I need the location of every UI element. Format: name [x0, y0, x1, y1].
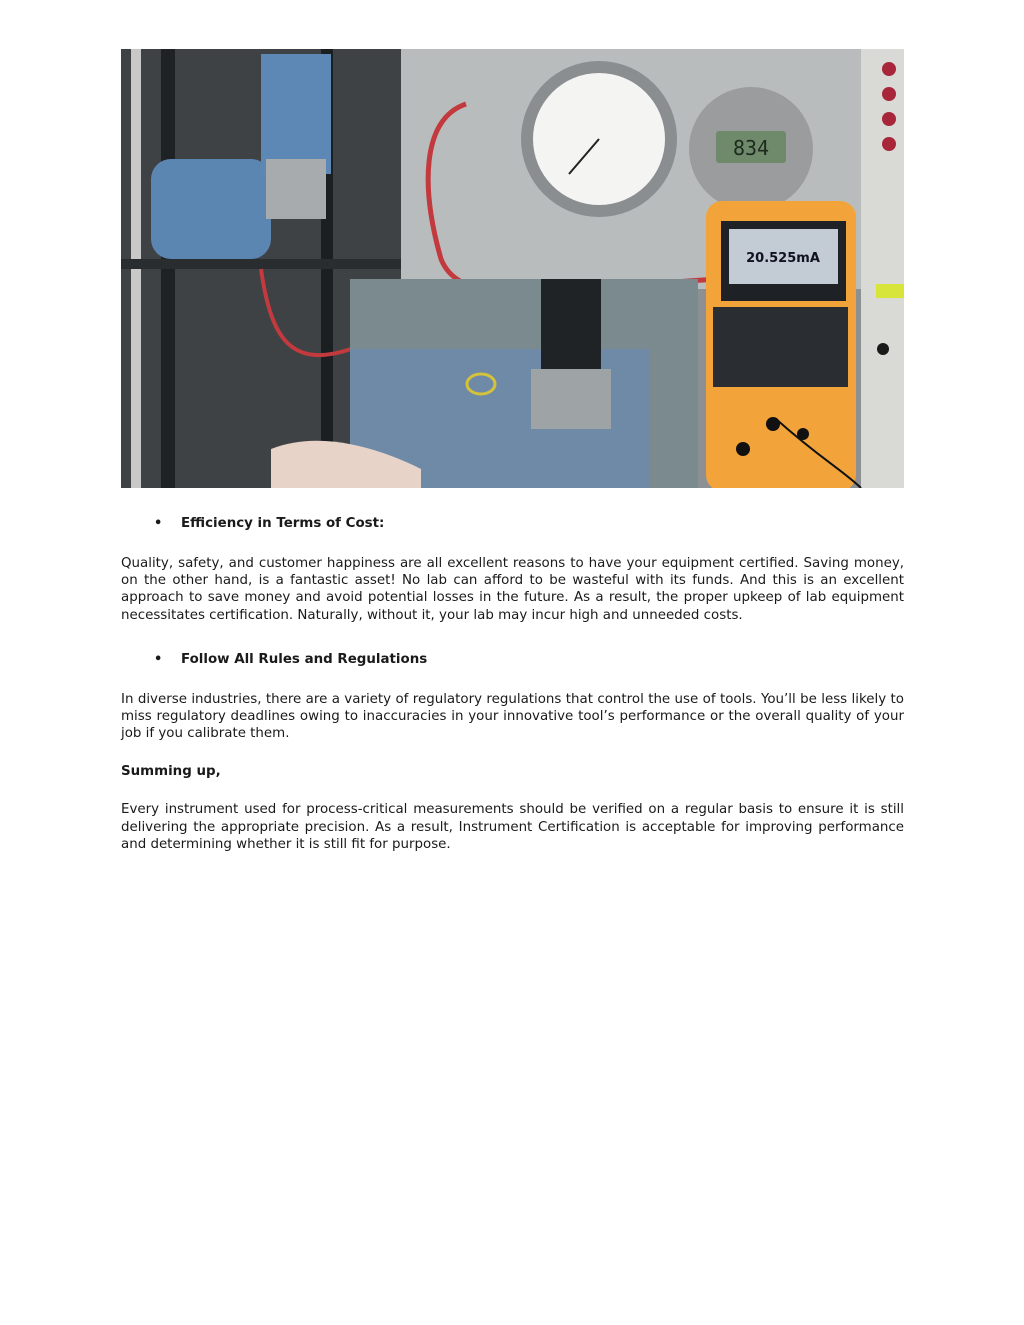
bullet-marker: • [154, 516, 163, 531]
bullet-rules-regulations [121, 652, 904, 670]
bullet-marker: • [154, 651, 163, 667]
digital-gauge-readout: 834 [732, 136, 770, 160]
paragraph-summing-up: Every instrument used for process-critical measurements should be verified on a regular basis to ensure it is still delivering the appropriate precision. As a result, Instrument Certification is acceptable for improving performance and determining whether it is still fit for purpose. [121, 802, 904, 852]
bullet-cost-efficiency [121, 516, 904, 534]
document-page [121, 49, 904, 853]
calibrator-readout: 20.525mA [746, 251, 820, 266]
bullet-heading: Efficiency in Terms of Cost: [181, 516, 385, 531]
summing-up-heading: Summing up, [121, 764, 221, 780]
paragraph-rules-regulations: In diverse industries, there are a variety of regulatory regulations that control the use of tools. You’ll be less likely to miss regulatory deadlines owing to inaccuracies in your innovative tool’s performance or the overall quality of your job if you calibrate them. [121, 691, 904, 742]
bullet-heading: Follow All Rules and Regulations [181, 651, 428, 667]
paragraph-cost-efficiency: Quality, safety, and customer happiness are all excellent reasons to have your equipment certified. Saving money, on the other hand, is a fantastic asset! No lab can afford to be wasteful with its funds. And this is an excellent approach to save money and avoid potential losses in the future. As a result, the proper upkeep of lab equipment necessitates certification. Naturally, without it, your lab may incur high and unneeded costs. [121, 556, 904, 623]
calibration-photo [121, 49, 904, 488]
